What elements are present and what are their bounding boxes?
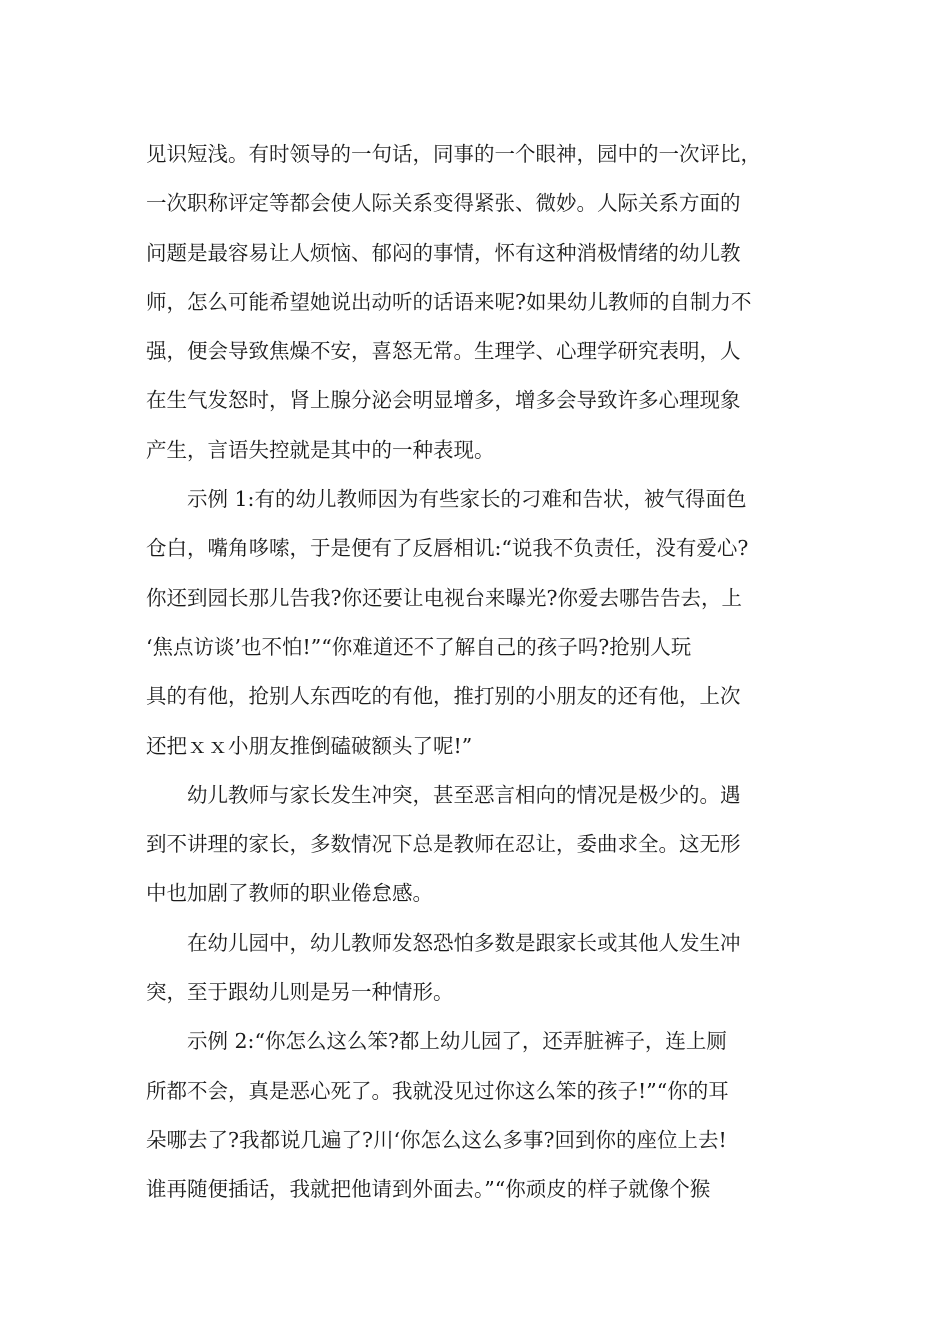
text-line: 谁再随便插话，我就把他请到外面去。”“你顽皮的样子就像个猴 — [146, 1177, 711, 1202]
text-line: 中也加剧了教师的职业倦怠感。 — [146, 881, 433, 906]
text-line: 在生气发怒时，肾上腺分泌会明显增多，增多会导致许多心理现象 — [146, 388, 741, 413]
text-line: 见识短浅。有时领导的一句话，同事的一个眼神，园中的一次评比， — [146, 142, 761, 166]
text-line: 师，怎么可能希望她说出动听的话语来呢?如果幼儿教师的自制力不 — [146, 289, 752, 314]
text-line: 朵哪去了?我都说几遍了?川‘你怎么这么多事?回到你的座位上去! — [146, 1127, 727, 1152]
text-line: 你还到园长那儿告我?你还要让电视台来曝光?你爱去哪告告去，上 — [146, 585, 742, 610]
text-line: 强，便会导致焦燥不安，喜怒无常。生理学、心理学研究表明，人 — [146, 339, 741, 364]
text-line: 还把ｘｘ小朋友推倒磕破额头了呢!” — [146, 733, 473, 758]
document-body — [146, 130, 811, 1215]
text-line: 所都不会，真是恶心死了。我就没见过你这么笨的孩子!”“你的耳 — [146, 1078, 729, 1103]
text-line: 一次职称评定等都会使人际关系变得紧张、微妙。人际关系方面的 — [146, 191, 741, 216]
text-line: 产生，言语失控就是其中的一种表现。 — [146, 437, 495, 462]
text-line: 示例 1:有的幼儿教师因为有些家长的刁难和告状，被气得面色 — [146, 487, 747, 512]
text-line: ‘焦点访谈’也不怕!”“你难道还不了解自己的孩子吗?抢别人玩 — [146, 634, 692, 659]
text-line: 在幼儿园中，幼儿教师发怒恐怕多数是跟家长或其他人发生冲 — [146, 930, 741, 955]
text-line: 到不讲理的家长，多数情况下总是教师在忍让，委曲求全。这无形 — [146, 832, 741, 857]
text-line: 突，至于跟幼儿则是另一种情形。 — [146, 980, 454, 1005]
text-line: 仓白，嘴角哆嗦，于是便有了反唇相讥:“说我不负责任，没有爱心? — [146, 536, 749, 561]
text-line: 问题是最容易让人烦恼、郁闷的事情，怀有这种消极情绪的幼儿教 — [146, 240, 741, 265]
text-line: 示例 2:“你怎么这么笨?都上幼儿园了，还弄脏裤子，连上厕 — [146, 1029, 727, 1054]
text-line: 具的有他，抢别人东西吃的有他，推打别的小朋友的还有他，上次 — [146, 684, 741, 709]
text-line: 幼儿教师与家长发生冲突，甚至恶言相向的情况是极少的。遇 — [146, 782, 741, 807]
